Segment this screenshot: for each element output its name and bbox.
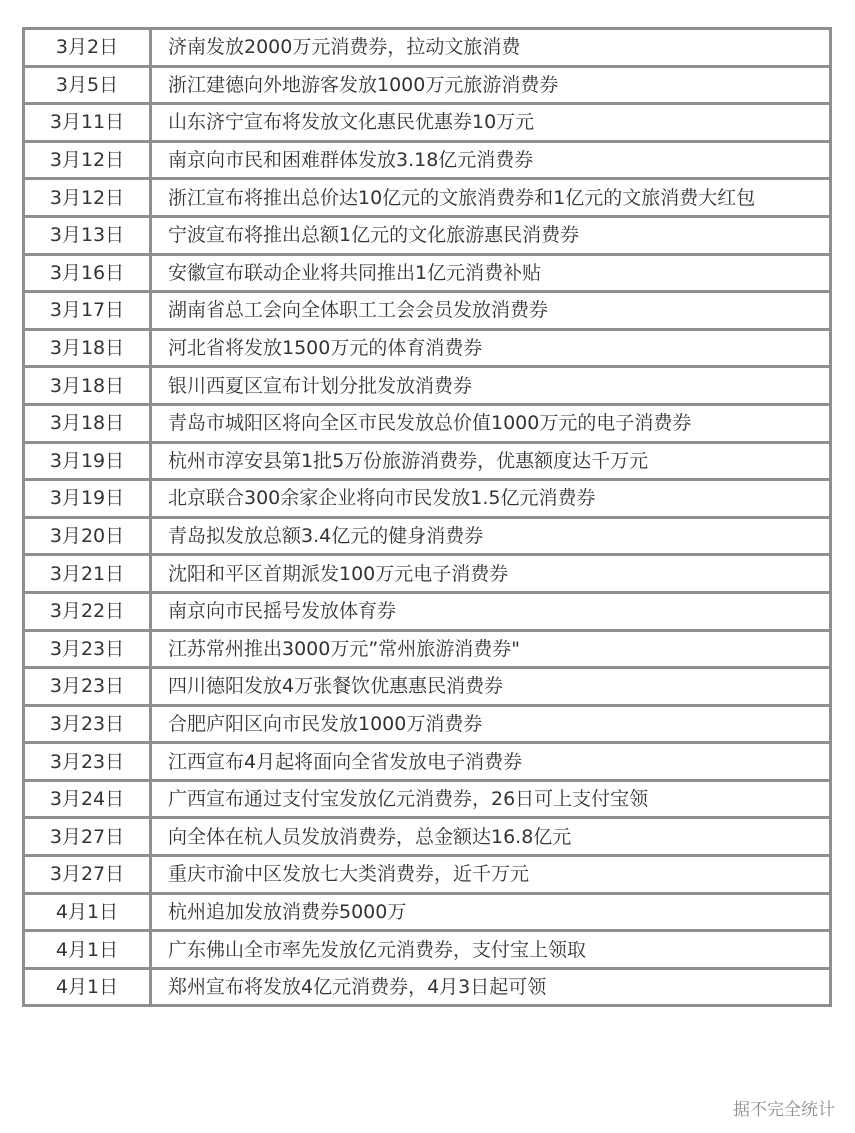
event-cell: 河北省将发放1500万元的体育消费券 bbox=[151, 329, 831, 367]
table-row bbox=[24, 66, 831, 104]
table-row bbox=[24, 216, 831, 254]
table-row bbox=[24, 856, 831, 894]
table-row bbox=[24, 29, 831, 67]
table-row bbox=[24, 329, 831, 367]
event-cell: 青岛拟发放总额3.4亿元的健身消费券 bbox=[151, 517, 831, 555]
date-cell: 3月23日 bbox=[24, 668, 151, 706]
date-cell: 4月1日 bbox=[24, 968, 151, 1006]
table-row bbox=[24, 367, 831, 405]
table-row bbox=[24, 179, 831, 217]
event-cell: 杭州追加发放消费券5000万 bbox=[151, 893, 831, 931]
table-row bbox=[24, 743, 831, 781]
date-cell: 3月17日 bbox=[24, 292, 151, 330]
date-cell: 3月19日 bbox=[24, 442, 151, 480]
date-cell: 3月24日 bbox=[24, 780, 151, 818]
table-row bbox=[24, 480, 831, 518]
event-cell: 重庆市渝中区发放七大类消费券，近千万元 bbox=[151, 856, 831, 894]
table-row bbox=[24, 668, 831, 706]
event-cell: 浙江宣布将推出总价达10亿元的文旅消费券和1亿元的文旅消费大红包 bbox=[151, 179, 831, 217]
date-cell: 3月27日 bbox=[24, 856, 151, 894]
table-row bbox=[24, 104, 831, 142]
date-cell: 4月1日 bbox=[24, 893, 151, 931]
date-cell: 3月18日 bbox=[24, 329, 151, 367]
table-row bbox=[24, 404, 831, 442]
table-row bbox=[24, 292, 831, 330]
table-row bbox=[24, 630, 831, 668]
footnote: 据不完全统计 bbox=[733, 1100, 835, 1120]
event-cell: 青岛市城阳区将向全区市民发放总价值1000万元的电子消费券 bbox=[151, 404, 831, 442]
table-row bbox=[24, 818, 831, 856]
date-cell: 3月23日 bbox=[24, 705, 151, 743]
table-row bbox=[24, 893, 831, 931]
date-cell: 3月23日 bbox=[24, 630, 151, 668]
date-cell: 4月1日 bbox=[24, 931, 151, 969]
event-cell: 北京联合300余家企业将向市民发放1.5亿元消费券 bbox=[151, 480, 831, 518]
event-cell: 杭州市淳安县第1批5万份旅游消费券，优惠额度达千万元 bbox=[151, 442, 831, 480]
event-cell: 广东佛山全市率先发放亿元消费券，支付宝上领取 bbox=[151, 931, 831, 969]
date-cell: 3月12日 bbox=[24, 141, 151, 179]
date-cell: 3月18日 bbox=[24, 367, 151, 405]
date-cell: 3月2日 bbox=[24, 29, 151, 67]
date-cell: 3月11日 bbox=[24, 104, 151, 142]
event-cell: 安徽宣布联动企业将共同推出1亿元消费补贴 bbox=[151, 254, 831, 292]
event-cell: 宁波宣布将推出总额1亿元的文化旅游惠民消费券 bbox=[151, 216, 831, 254]
date-cell: 3月16日 bbox=[24, 254, 151, 292]
event-cell: 广西宣布通过支付宝发放亿元消费券，26日可上支付宝领 bbox=[151, 780, 831, 818]
date-cell: 3月27日 bbox=[24, 818, 151, 856]
date-cell: 3月20日 bbox=[24, 517, 151, 555]
event-cell: 四川德阳发放4万张餐饮优惠惠民消费券 bbox=[151, 668, 831, 706]
table-row bbox=[24, 705, 831, 743]
event-cell: 银川西夏区宣布计划分批发放消费券 bbox=[151, 367, 831, 405]
event-cell: 向全体在杭人员发放消费券，总金额达16.8亿元 bbox=[151, 818, 831, 856]
table-body bbox=[24, 29, 831, 1006]
date-cell: 3月13日 bbox=[24, 216, 151, 254]
event-cell: 湖南省总工会向全体职工工会会员发放消费券 bbox=[151, 292, 831, 330]
event-cell: 南京向市民和困难群体发放3.18亿元消费券 bbox=[151, 141, 831, 179]
table-row bbox=[24, 555, 831, 593]
table-row bbox=[24, 592, 831, 630]
table-row bbox=[24, 442, 831, 480]
event-cell: 江苏常州推出3000万元”常州旅游消费券" bbox=[151, 630, 831, 668]
consumption-voucher-table bbox=[22, 27, 832, 1007]
date-cell: 3月22日 bbox=[24, 592, 151, 630]
table-row bbox=[24, 780, 831, 818]
event-cell: 江西宣布4月起将面向全省发放电子消费券 bbox=[151, 743, 831, 781]
event-cell: 山东济宁宣布将发放文化惠民优惠券10万元 bbox=[151, 104, 831, 142]
date-cell: 3月23日 bbox=[24, 743, 151, 781]
table-row bbox=[24, 141, 831, 179]
date-cell: 3月19日 bbox=[24, 480, 151, 518]
table-row bbox=[24, 517, 831, 555]
event-cell: 浙江建德向外地游客发放1000万元旅游消费券 bbox=[151, 66, 831, 104]
event-cell: 合肥庐阳区向市民发放1000万消费券 bbox=[151, 705, 831, 743]
event-cell: 南京向市民摇号发放体育券 bbox=[151, 592, 831, 630]
table-row bbox=[24, 968, 831, 1006]
table-row bbox=[24, 254, 831, 292]
event-cell: 沈阳和平区首期派发100万元电子消费券 bbox=[151, 555, 831, 593]
table-row bbox=[24, 931, 831, 969]
date-cell: 3月12日 bbox=[24, 179, 151, 217]
date-cell: 3月18日 bbox=[24, 404, 151, 442]
date-cell: 3月21日 bbox=[24, 555, 151, 593]
event-cell: 郑州宣布将发放4亿元消费券，4月3日起可领 bbox=[151, 968, 831, 1006]
date-cell: 3月5日 bbox=[24, 66, 151, 104]
event-cell: 济南发放2000万元消费券，拉动文旅消费 bbox=[151, 29, 831, 67]
